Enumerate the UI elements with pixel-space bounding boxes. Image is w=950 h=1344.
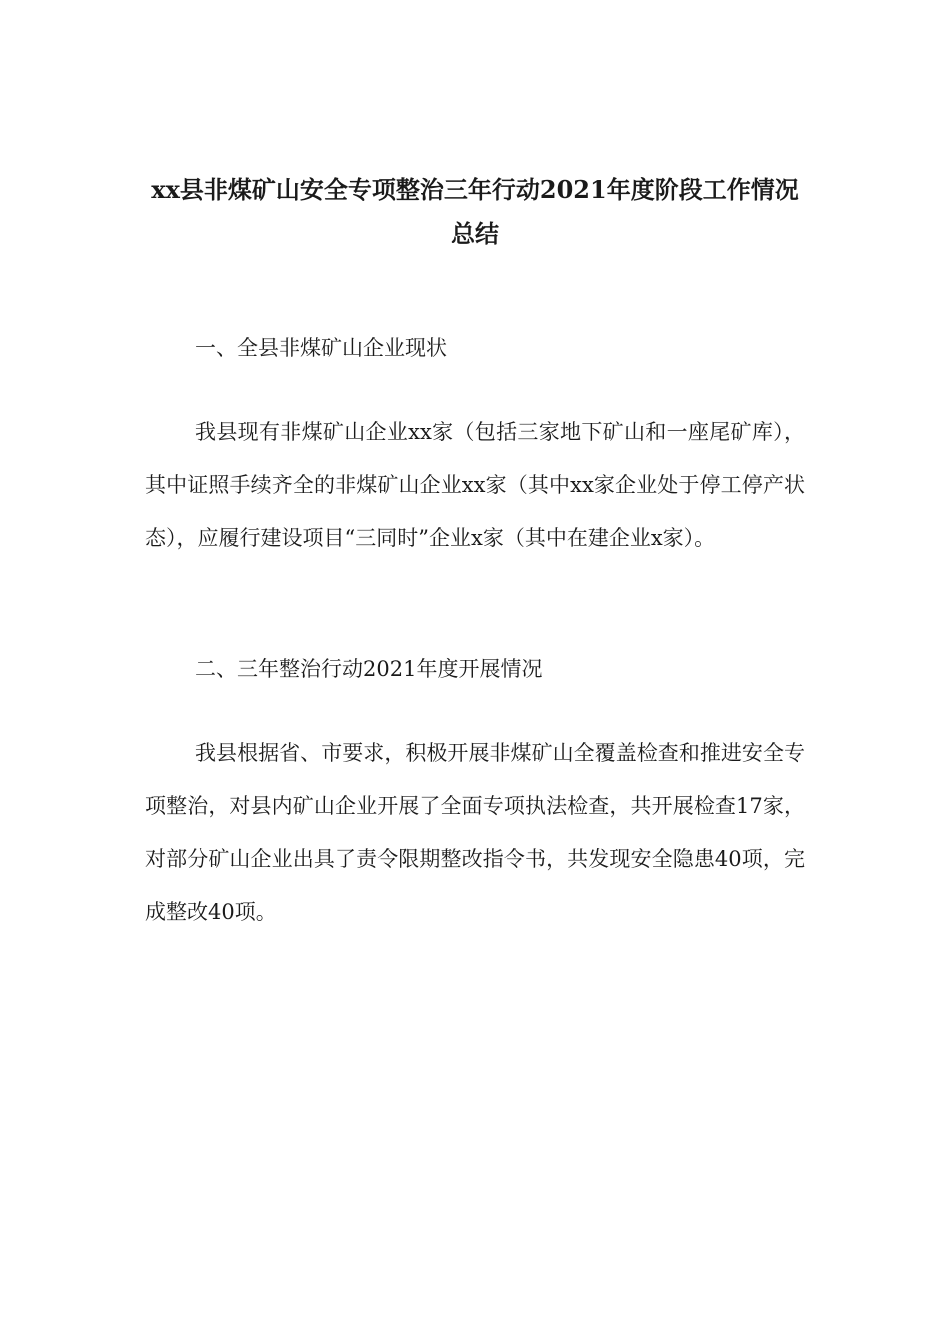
document-title: xx县非煤矿山安全专项整治三年行动2021年度阶段工作情况总结 <box>151 175 799 248</box>
section-paragraph-1: 我县现有非煤矿山企业xx家（包括三家地下矿山和一座尾矿库），其中证照手续齐全的非煤矿山企业xx家（其中xx家企业处于停工停产状态），应履行建设项目“三同时”企业x家（其中在建企业x家）。 <box>145 420 805 550</box>
section-paragraph-2: 我县根据省、市要求，积极开展非煤矿山全覆盖检查和推进安全专项整治，对县内矿山企业开展了全面专项执法检查，共开展检查17家，对部分矿山企业出具了责令限期整改指令书，共发现安全隐患40项，完成整改40项。 <box>145 741 805 924</box>
section-heading-1: 一、全县非煤矿山企业现状 <box>195 336 447 360</box>
section-heading-2: 二、三年整治行动2021年度开展情况 <box>195 657 543 681</box>
